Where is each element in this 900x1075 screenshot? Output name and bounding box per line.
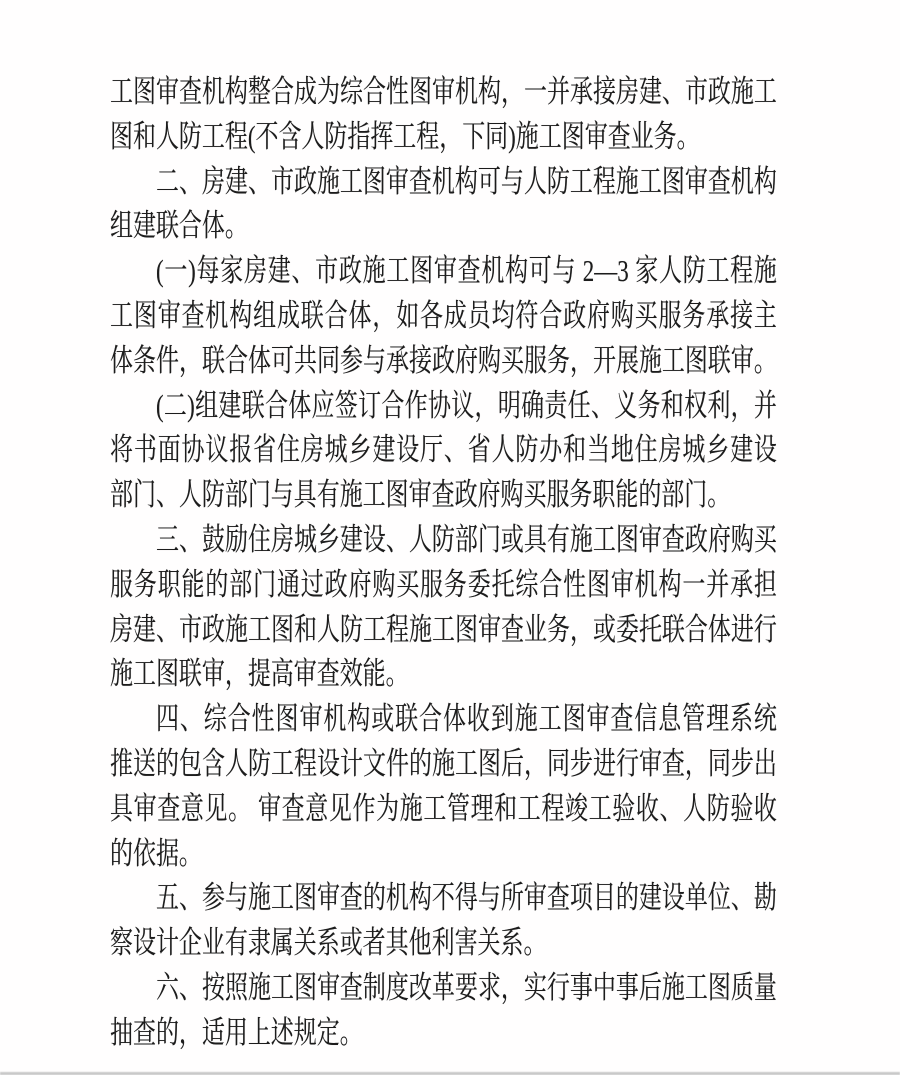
text-line: 三、鼓励住房城乡建设、人防部门或具有施工图审查政府购买 (155, 521, 777, 557)
text-line: (一)每家房建、市政施工图审查机构可与 2—3 家人防工程施 (155, 253, 777, 289)
text-line: 工图审查机构组成联合体，如各成员均符合政府购买服务承接主 (110, 297, 777, 333)
text-line: 组建联合体。 (110, 208, 248, 244)
text-line: 具审查意见。 审查意见作为施工管理和工程竣工验收、人防验收 (110, 790, 777, 826)
text-line: 将书面协议报省住房城乡建设厅、省人防办和当地住房城乡建设 (110, 432, 777, 468)
text-line: 抽查的，适用上述规定。 (110, 1014, 363, 1050)
text-line: 施工图联审，提高审查效能。 (110, 656, 409, 692)
text-line: 察设计企业有隶属关系或者其他利害关系。 (110, 925, 547, 961)
text-line: 二、房建、市政施工图审查机构可与人防工程施工图审查机构 (155, 163, 777, 199)
text-line: 四、综合性图审机构或联合体收到施工图审查信息管理系统 (155, 701, 777, 737)
text-line: 推送的包含人防工程设计文件的施工图后，同步进行审查，同步出 (110, 745, 777, 781)
text-line: 服务职能的部门通过政府购买服务委托综合性图审机构一并承担 (110, 566, 777, 602)
text-line: 六、按照施工图审查制度改革要求，实行事中事后施工图质量 (155, 969, 777, 1005)
text-line: 部门、人防部门与具有施工图审查政府购买服务职能的部门。 (110, 477, 731, 513)
text-line: 图和人防工程(不含人防指挥工程，下同)施工图审查业务。 (110, 118, 700, 154)
text-line: 体条件，联合体可共同参与承接政府购买服务，开展施工图联审。 (110, 342, 777, 378)
text-line: 房建、市政施工图和人防工程施工图审查业务，或委托联合体进行 (110, 611, 777, 647)
text-line: 的依据。 (110, 835, 202, 871)
text-line: (二)组建联合体应签订合作协议，明确责任、义务和权利，并 (155, 387, 777, 423)
document-text-block (110, 70, 777, 1056)
text-line: 工图审查机构整合成为综合性图审机构，一并承接房建、市政施工 (110, 74, 777, 109)
text-line: 五、参与施工图审查的机构不得与所审查项目的建设单位、勘 (155, 880, 777, 916)
